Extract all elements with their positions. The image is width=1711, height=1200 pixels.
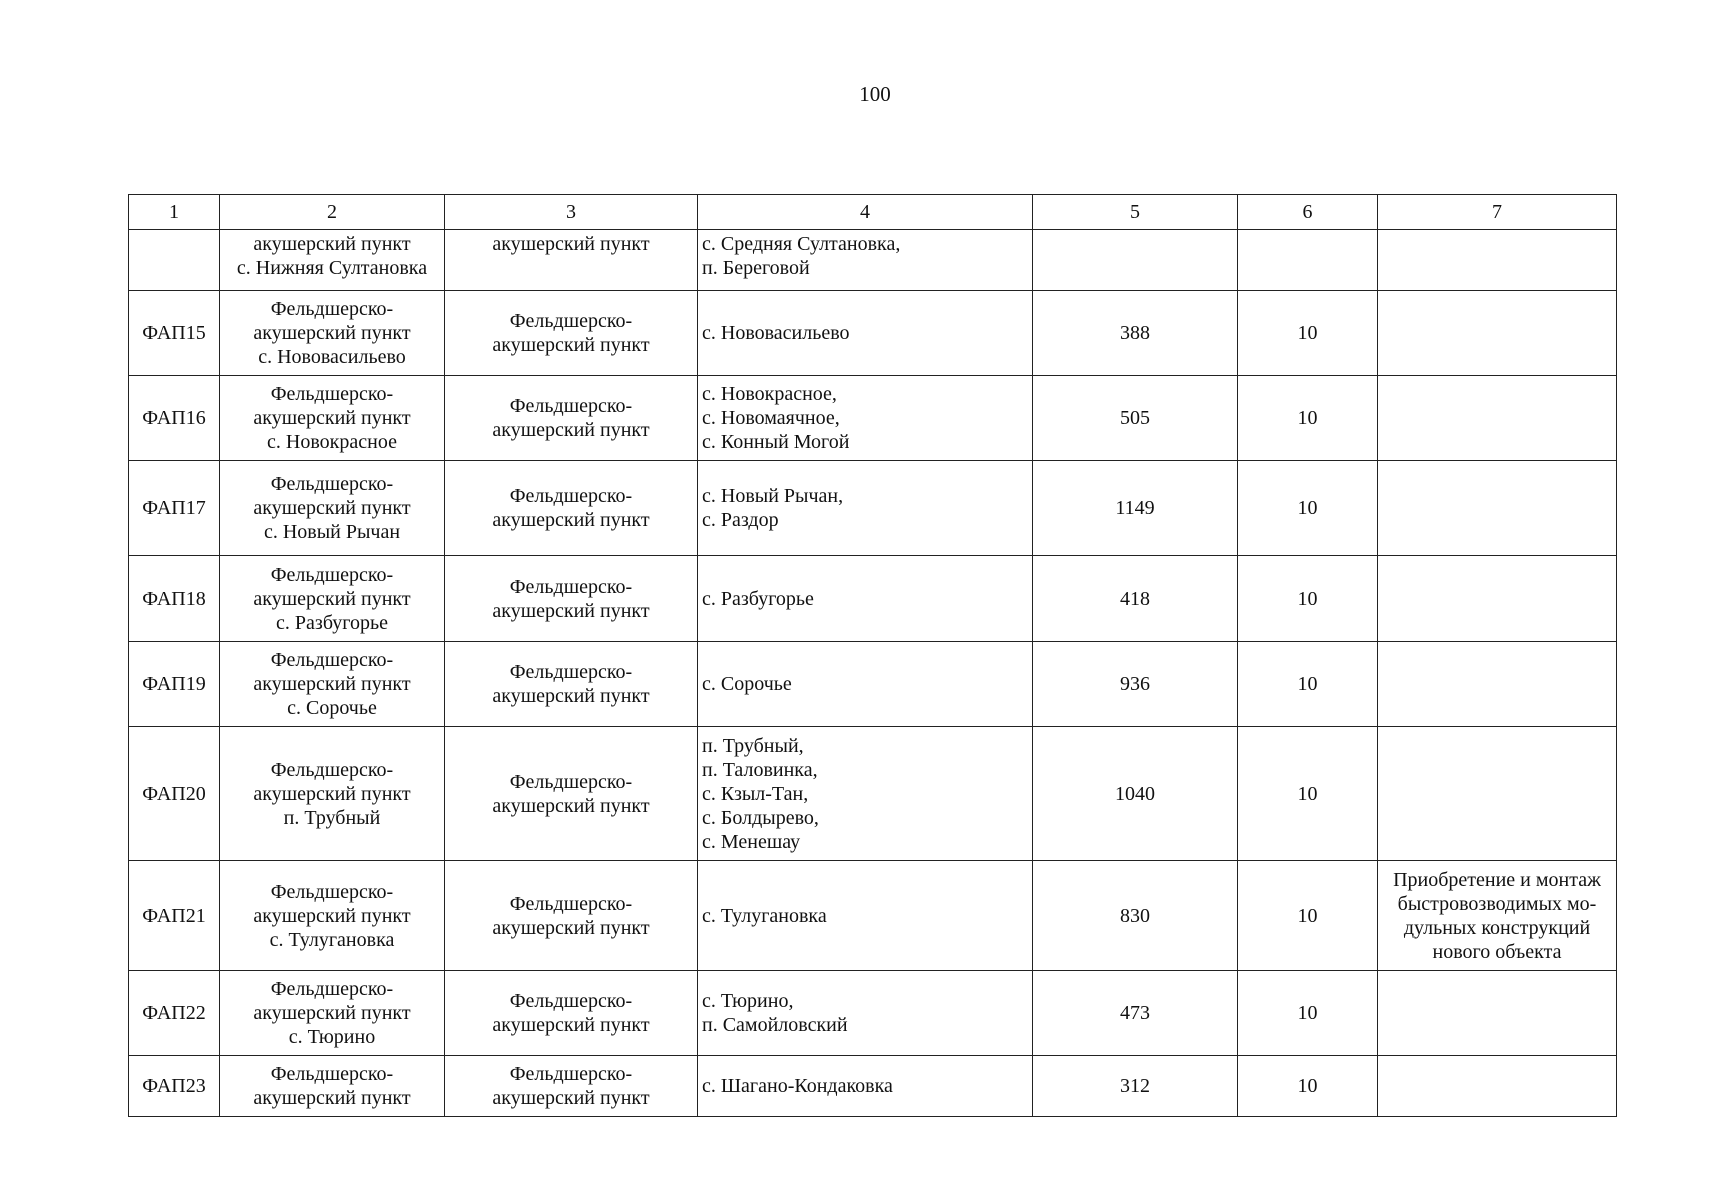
table-row — [129, 376, 1617, 461]
facility-code-cell: ФАП17 — [129, 461, 220, 556]
localities-cell: с. Нововасильево — [698, 291, 1033, 376]
note-cell — [1378, 727, 1617, 861]
facility-name-cell: Фельдшерско- акушерский пункт с. Тулугановка — [220, 861, 445, 971]
col6-cell: 10 — [1238, 727, 1378, 861]
localities-cell: с. Тюрино, п. Самойловский — [698, 971, 1033, 1056]
note-cell — [1378, 230, 1617, 291]
population-cell — [1033, 230, 1238, 291]
facility-name-cell: Фельдшерско- акушерский пункт — [220, 1056, 445, 1117]
population-cell: 473 — [1033, 971, 1238, 1056]
col6-cell: 10 — [1238, 461, 1378, 556]
facility-name-cell: Фельдшерско- акушерский пункт с. Новокрасное — [220, 376, 445, 461]
note-cell — [1378, 376, 1617, 461]
header-cell: 6 — [1238, 195, 1378, 230]
col6-cell: 10 — [1238, 971, 1378, 1056]
facility-code-cell: ФАП23 — [129, 1056, 220, 1117]
population-cell: 1040 — [1033, 727, 1238, 861]
facility-name-cell: Фельдшерско- акушерский пункт с. Разбугорье — [220, 556, 445, 642]
localities-cell: с. Разбугорье — [698, 556, 1033, 642]
note-cell — [1378, 642, 1617, 727]
col6-cell: 10 — [1238, 861, 1378, 971]
facility-name-cell: акушерский пункт с. Нижняя Султановка — [220, 230, 445, 291]
population-cell: 936 — [1033, 642, 1238, 727]
facility-type-cell: Фельдшерско- акушерский пункт — [445, 291, 698, 376]
table-row — [129, 642, 1617, 727]
facility-type-cell: Фельдшерско- акушерский пункт — [445, 861, 698, 971]
localities-cell: с. Тулугановка — [698, 861, 1033, 971]
localities-cell: п. Трубный, п. Таловинка, с. Кзыл-Тан, с. Болдырево, с. Менешау — [698, 727, 1033, 861]
page-number: 100 — [859, 82, 891, 106]
facility-type-cell: Фельдшерско- акушерский пункт — [445, 642, 698, 727]
facility-code-cell: ФАП19 — [129, 642, 220, 727]
facility-type-cell: Фельдшерско- акушерский пункт — [445, 1056, 698, 1117]
facility-name-cell: Фельдшерско- акушерский пункт с. Тюрино — [220, 971, 445, 1056]
facility-code-cell: ФАП15 — [129, 291, 220, 376]
facility-code-cell: ФАП16 — [129, 376, 220, 461]
facility-code-cell — [129, 230, 220, 291]
table-row — [129, 461, 1617, 556]
facility-type-cell: Фельдшерско- акушерский пункт — [445, 461, 698, 556]
header-cell: 2 — [220, 195, 445, 230]
header-cell: 4 — [698, 195, 1033, 230]
note-cell: Приобретение и монтаж быстровозводимых мо- дульных конструкций нового объекта — [1378, 861, 1617, 971]
facility-type-cell: Фельдшерско- акушерский пункт — [445, 556, 698, 642]
facility-name-cell: Фельдшерско- акушерский пункт с. Нововасильево — [220, 291, 445, 376]
table-row — [129, 727, 1617, 861]
col6-cell — [1238, 230, 1378, 291]
population-cell: 418 — [1033, 556, 1238, 642]
facility-code-cell: ФАП21 — [129, 861, 220, 971]
header-cell: 1 — [129, 195, 220, 230]
population-cell: 312 — [1033, 1056, 1238, 1117]
facility-code-cell: ФАП22 — [129, 971, 220, 1056]
localities-cell: с. Новокрасное, с. Новомаячное, с. Конный Могой — [698, 376, 1033, 461]
table-header-row — [129, 195, 1617, 230]
facilities-table — [128, 194, 1617, 1117]
table-row — [129, 291, 1617, 376]
table-row — [129, 230, 1617, 291]
population-cell: 830 — [1033, 861, 1238, 971]
note-cell — [1378, 556, 1617, 642]
facility-name-cell: Фельдшерско- акушерский пункт с. Новый Рычан — [220, 461, 445, 556]
facility-type-cell: Фельдшерско- акушерский пункт — [445, 971, 698, 1056]
col6-cell: 10 — [1238, 642, 1378, 727]
note-cell — [1378, 971, 1617, 1056]
facility-type-cell: Фельдшерско- акушерский пункт — [445, 376, 698, 461]
col6-cell: 10 — [1238, 1056, 1378, 1117]
table-row — [129, 1056, 1617, 1117]
localities-cell: с. Средняя Султановка, п. Береговой — [698, 230, 1033, 291]
table-row — [129, 861, 1617, 971]
facility-type-cell: Фельдшерско- акушерский пункт — [445, 727, 698, 861]
note-cell — [1378, 291, 1617, 376]
header-cell: 5 — [1033, 195, 1238, 230]
population-cell: 388 — [1033, 291, 1238, 376]
col6-cell: 10 — [1238, 376, 1378, 461]
table-row — [129, 556, 1617, 642]
table-row — [129, 971, 1617, 1056]
col6-cell: 10 — [1238, 556, 1378, 642]
note-cell — [1378, 461, 1617, 556]
population-cell: 505 — [1033, 376, 1238, 461]
col6-cell: 10 — [1238, 291, 1378, 376]
population-cell: 1149 — [1033, 461, 1238, 556]
header-cell: 3 — [445, 195, 698, 230]
localities-cell: с. Новый Рычан, с. Раздор — [698, 461, 1033, 556]
facility-code-cell: ФАП18 — [129, 556, 220, 642]
facility-name-cell: Фельдшерско- акушерский пункт п. Трубный — [220, 727, 445, 861]
facility-type-cell: акушерский пункт — [445, 230, 698, 291]
facility-name-cell: Фельдшерско- акушерский пункт с. Сорочье — [220, 642, 445, 727]
facility-code-cell: ФАП20 — [129, 727, 220, 861]
localities-cell: с. Шагано-Кондаковка — [698, 1056, 1033, 1117]
note-cell — [1378, 1056, 1617, 1117]
localities-cell: с. Сорочье — [698, 642, 1033, 727]
header-cell: 7 — [1378, 195, 1617, 230]
